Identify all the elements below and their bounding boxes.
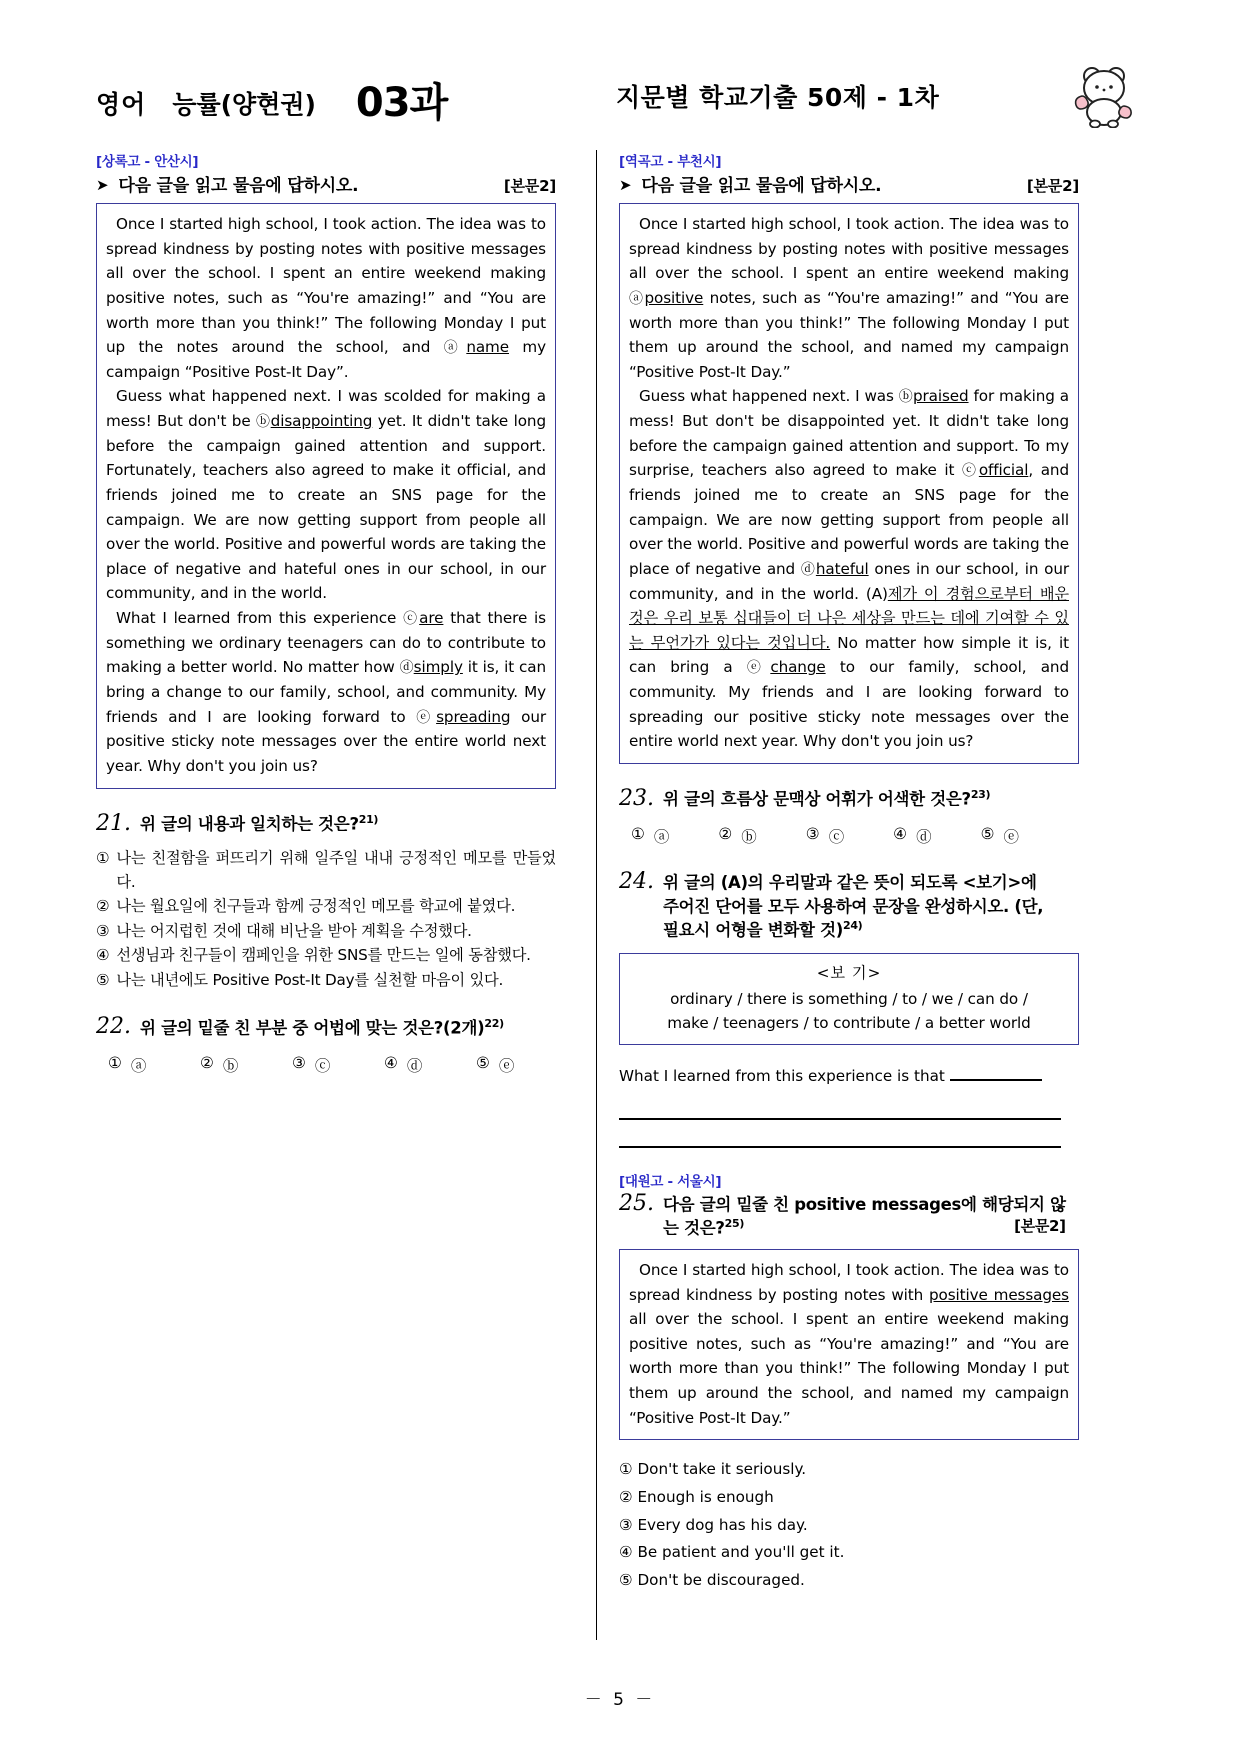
underlined-word-e: spreading (436, 707, 511, 726)
option-item[interactable] (96, 847, 556, 894)
subject-label: 영어 (96, 89, 147, 119)
choice-letter: ⓐ (653, 828, 670, 847)
question-23-choices (619, 825, 1079, 847)
choice-letter: ⓐ (130, 1056, 147, 1075)
passage-text: our positive sticky note messages over the entire world next year. Why don't you join us? (106, 707, 546, 775)
question-prompt-line2: 는 것은? (663, 1218, 725, 1238)
choice-number: ① (631, 825, 645, 844)
option-item[interactable] (96, 895, 556, 919)
passage-text: my campaign “Positive Post-It Day”. (106, 338, 546, 381)
underlined-word-c: are (419, 609, 444, 628)
question-prompt-line1: 다음 글의 밑줄 친 positive messages에 해당되지 않 (663, 1194, 1066, 1214)
question-footnote: 24) (842, 919, 863, 933)
question-text (663, 871, 1043, 942)
bogi-words-line2: make / teenagers / to contribute / a better world (667, 1014, 1031, 1033)
passage-paragraph (106, 212, 546, 384)
choice-number: ⑤ (476, 1053, 490, 1072)
question-23-header (619, 786, 1079, 811)
question-22 (96, 1014, 556, 1075)
circled-marker-a: ⓐ (629, 290, 645, 307)
passage-text: , and friends joined me to create an SNS page for the campaign. We are now getting support from people all over the world. Positive and powerful words are taking the place of negative and (629, 461, 1069, 578)
choice-number: ① (108, 1053, 122, 1072)
option-label: Enough is enough (637, 1487, 774, 1506)
school-tag-right: [역곡고 - 부천시] (619, 154, 722, 170)
school-tag-q25: [대원고 - 서울시] (619, 1173, 722, 1190)
directive-text-right: 다음 글을 읽고 물음에 답하시오. (641, 176, 882, 196)
question-number: 21. (96, 810, 131, 836)
option-item[interactable] (96, 944, 556, 968)
answer-blank-line[interactable] (619, 1126, 1061, 1148)
passage-text: for making a mess! But don't be disappointed yet. It didn't take long before the campaign gained attention and support. To my surprise, teachers also agreed to make it (629, 387, 1069, 480)
passage-text: yet. It didn't take long before the campaign gained attention and support. Fortunately, teachers also agreed to make it official, and friends joined me to create an SNS page for the campaign. We are now getting support from people all over the world. Positive and powerful words are taking the place of negative and hateful ones in our school, in our community, and in the world. (106, 412, 546, 603)
right-column (619, 150, 1079, 1640)
directive-row-right (619, 171, 1079, 196)
question-24-header (619, 869, 1079, 942)
choice-item[interactable] (969, 825, 1056, 847)
circled-marker-c: ⓒ (403, 611, 420, 628)
directive-text-left: 다음 글을 읽고 물음에 답하시오. (118, 176, 359, 196)
underlined-word-a: positive (644, 288, 704, 307)
circled-marker-e: ⓔ (416, 709, 437, 726)
question-23 (619, 786, 1079, 847)
circled-marker-a: ⓐ (443, 340, 467, 357)
header-left-group (96, 68, 447, 125)
option-marker: ② (96, 897, 110, 916)
question-text (663, 1193, 1066, 1240)
option-item[interactable] (619, 1484, 1079, 1511)
underlined-word-d: hateful (815, 559, 869, 578)
choice-letter: ⓓ (406, 1056, 423, 1075)
passage-paragraph (629, 384, 1069, 754)
choice-item[interactable] (372, 1054, 464, 1076)
passage-text: Once I started high school, I took action. The idea was to spread kindness by posting notes with positive messages all over the school. I spent an entire weekend making (629, 215, 1069, 283)
underlined-word-a: name (466, 338, 509, 357)
question-prompt: 위 글의 흐름상 문맥상 어휘가 어색한 것은? (663, 789, 971, 809)
question-text (663, 787, 990, 811)
option-marker: ① (96, 849, 110, 868)
answer-prompt: What I learned from this experience is that (619, 1067, 945, 1086)
choice-item[interactable] (280, 1054, 372, 1076)
passage-paragraph (106, 384, 546, 606)
option-item[interactable] (96, 969, 556, 993)
question-text (140, 1016, 504, 1040)
choice-item[interactable] (464, 1054, 556, 1076)
passage-paragraph (629, 1258, 1069, 1430)
passage-text: Guess what happened next. I was (639, 387, 899, 406)
option-marker: ③ (619, 1515, 633, 1534)
passage-text: What I learned from this experience (116, 609, 404, 628)
column-divider (596, 150, 597, 1640)
option-item[interactable] (619, 1456, 1079, 1483)
textbook-label: 능률(양현권) (172, 89, 316, 119)
underlined-word-d: simply (413, 658, 463, 677)
page-footer: － 5 － (584, 1690, 656, 1710)
ref-tag-right: [본문2] (1026, 177, 1079, 195)
question-footnote: 25) (724, 1217, 745, 1231)
worksheet-title: 지문별 학교기출 50제 - 1차 (616, 83, 940, 112)
passage-text: Guess what happened next. I was scolded for making a mess! But don't be (106, 387, 546, 431)
bogi-box (619, 953, 1079, 1045)
answer-blank-inline[interactable] (950, 1064, 1042, 1081)
choice-letter: ⓔ (498, 1056, 515, 1075)
question-22-header (96, 1014, 556, 1039)
option-marker: ④ (619, 1543, 633, 1562)
answer-blank-line[interactable] (619, 1098, 1061, 1120)
choice-letter: ⓓ (916, 828, 932, 847)
choice-number: ③ (805, 825, 820, 844)
option-label: 나는 어지럽힌 것에 대해 비난을 받아 계획을 수정했다. (116, 921, 472, 940)
question-21 (96, 811, 556, 993)
choice-number: ⑤ (980, 825, 995, 844)
choice-letter: ⓔ (1003, 828, 1019, 847)
option-label: Every dog has his day. (637, 1515, 808, 1534)
choice-letter: ⓑ (741, 828, 757, 847)
question-number: 23. (619, 785, 654, 811)
question-25 (619, 1170, 1079, 1594)
circled-marker-e: ⓔ (746, 660, 771, 677)
passage-text: all over the school. I spent an entire weekend making positive notes, such as “You're amazing!” and “You are worth more than you think!” The following Monday I put them up around the school, and named my campaign “Positive Post-It Day.” (629, 1310, 1069, 1427)
option-label: 나는 친절함을 퍼뜨리기 위해 일주일 내내 긍정적인 메모를 만들었다. (116, 849, 556, 891)
circled-marker-b: ⓑ (898, 389, 913, 406)
passage-text: notes, such as “You're amazing!” and “You are worth more than you think!” The following Monday I put them up around the school, and named my campaign “Positive Post-It Day.” (629, 288, 1070, 381)
left-column (96, 150, 574, 1640)
option-label: 선생님과 친구들이 캠페인을 위한 SNS를 만드는 일에 동참했다. (116, 946, 531, 965)
passage-box-right (619, 203, 1079, 764)
option-marker: ② (619, 1487, 633, 1506)
arrow-right-icon: ➤ (619, 176, 632, 194)
passage-text: it is, it can bring a change to our family, school, and community. My friends and I are looking forward to (106, 658, 546, 726)
option-item[interactable] (619, 1567, 1079, 1594)
passage-box-q25 (619, 1249, 1079, 1440)
choice-item[interactable] (188, 1054, 280, 1076)
option-label: Be patient and you'll get it. (637, 1543, 845, 1562)
arrow-right-icon: ➤ (96, 176, 109, 194)
question-prompt-line2: 주어진 단어를 모두 사용하여 문장을 완성하시오. (단, (663, 896, 1044, 916)
underlined-word-b: disappointing (270, 412, 373, 431)
question-prompt: 위 글의 내용과 일치하는 것은? (140, 814, 359, 834)
choice-number: ② (718, 825, 733, 844)
lesson-label: 03과 (355, 79, 448, 126)
choice-item[interactable] (96, 1054, 188, 1076)
question-number: 24. (619, 869, 654, 895)
ref-tag-q25: [본문2] (1014, 1217, 1066, 1236)
choice-number: ④ (384, 1053, 398, 1072)
choice-item[interactable] (794, 825, 881, 847)
option-item[interactable] (619, 1512, 1079, 1539)
choice-number: ② (200, 1053, 214, 1072)
question-21-header (96, 811, 556, 836)
passage-text: that there is something we ordinary teenagers can do to contribute to making a better world. No matter how (106, 609, 546, 677)
option-item[interactable] (619, 1539, 1079, 1566)
passage-text: to our family, school, and community. My friends and I are looking forward to spreading our positive sticky note messages over the entire world next year. Why don't you join us? (629, 658, 1069, 751)
option-label: 나는 월요일에 친구들과 함께 긍정적인 메모를 학교에 붙였다. (116, 897, 516, 916)
option-marker: ① (619, 1460, 633, 1479)
bear-mascot-icon (1064, 62, 1138, 128)
choice-item[interactable] (706, 825, 793, 847)
choice-letter: ⓒ (314, 1056, 331, 1075)
choice-number: ③ (292, 1053, 306, 1072)
underlined-phrase-positive-messages: positive messages (929, 1285, 1069, 1304)
option-label: Don't be discouraged. (637, 1570, 805, 1589)
question-footnote: 23) (970, 788, 991, 802)
ref-tag-left: [본문2] (503, 177, 556, 195)
bogi-words-line1: ordinary / there is something / to / we / can do / (670, 990, 1028, 1009)
option-item[interactable] (96, 920, 556, 944)
circled-marker-d: ⓓ (800, 561, 816, 578)
option-marker: ⑤ (96, 970, 110, 989)
question-21-options (96, 847, 556, 992)
option-marker: ⑤ (619, 1570, 633, 1589)
bogi-title: <보 기> (816, 964, 882, 983)
answer-area[interactable] (619, 1061, 1079, 1147)
question-prompt: 위 글의 밑줄 친 부분 중 어법에 맞는 것은?(2개) (140, 1018, 485, 1038)
question-number: 25. (619, 1190, 654, 1216)
underlined-word-c: official (978, 461, 1029, 480)
circled-marker-b: ⓑ (256, 414, 271, 431)
option-marker: ③ (96, 921, 110, 940)
circled-marker-d: ⓓ (399, 660, 414, 677)
question-22-choices (96, 1054, 556, 1076)
directive-row-left (96, 171, 556, 196)
passage-text: Once I started high school, I took action. The idea was to spread kindness by posting notes with positive messages all over the school. I spent an entire weekend making positive notes, such as “You're amazing!” and “You are worth more than you think!” The following Monday I put up the notes around the school, and (106, 215, 546, 357)
two-column-body (96, 150, 1144, 1640)
school-tag-left: [상록고 - 안산시] (96, 154, 199, 170)
passage-text: ones in our school, in our community, and in the world. (629, 559, 1070, 603)
question-25-options (619, 1456, 1079, 1593)
question-24 (619, 869, 1079, 1147)
passage-text: Once I started high school, I took action. The idea was to spread kindness by posting notes with (629, 1260, 1069, 1304)
page-header (96, 58, 1144, 134)
option-label: 나는 내년에도 Positive Post-It Day를 실천할 마음이 있다. (116, 970, 504, 989)
passage-paragraph (106, 606, 546, 779)
choice-letter: ⓒ (828, 828, 845, 847)
choice-letter: ⓑ (222, 1056, 239, 1075)
korean-translation-target: 제가 이 경험으로부터 배운 것은 우리 보통 십대들이 더 나은 세상을 만드는 데에 기여할 수 있는 무언가가 있다는 것입니다. (629, 584, 1069, 652)
question-footnote: 22) (484, 1016, 504, 1030)
passage-text: No matter how simple it is, it can bring a (629, 633, 1069, 677)
option-label: Don't take it seriously. (637, 1460, 807, 1479)
question-number: 22. (96, 1014, 131, 1040)
option-marker: ④ (96, 946, 110, 965)
circled-marker-c: ⓒ (962, 463, 979, 480)
underlined-word-b: praised (912, 387, 969, 406)
choice-item[interactable] (881, 825, 968, 847)
passage-label-a: (A) (865, 584, 888, 603)
choice-number: ④ (893, 825, 908, 844)
question-prompt-line1: 위 글의 (A)의 우리말과 같은 뜻이 되도록 <보기>에 (663, 873, 1037, 893)
question-25-header (619, 1191, 1079, 1240)
question-footnote: 21) (358, 813, 379, 827)
passage-box-left (96, 203, 556, 789)
choice-item[interactable] (619, 825, 706, 847)
question-prompt-line3: 필요시 어형을 변화할 것) (663, 920, 843, 940)
underlined-word-e: change (770, 658, 826, 677)
passage-paragraph (629, 212, 1069, 384)
question-text (140, 812, 378, 836)
